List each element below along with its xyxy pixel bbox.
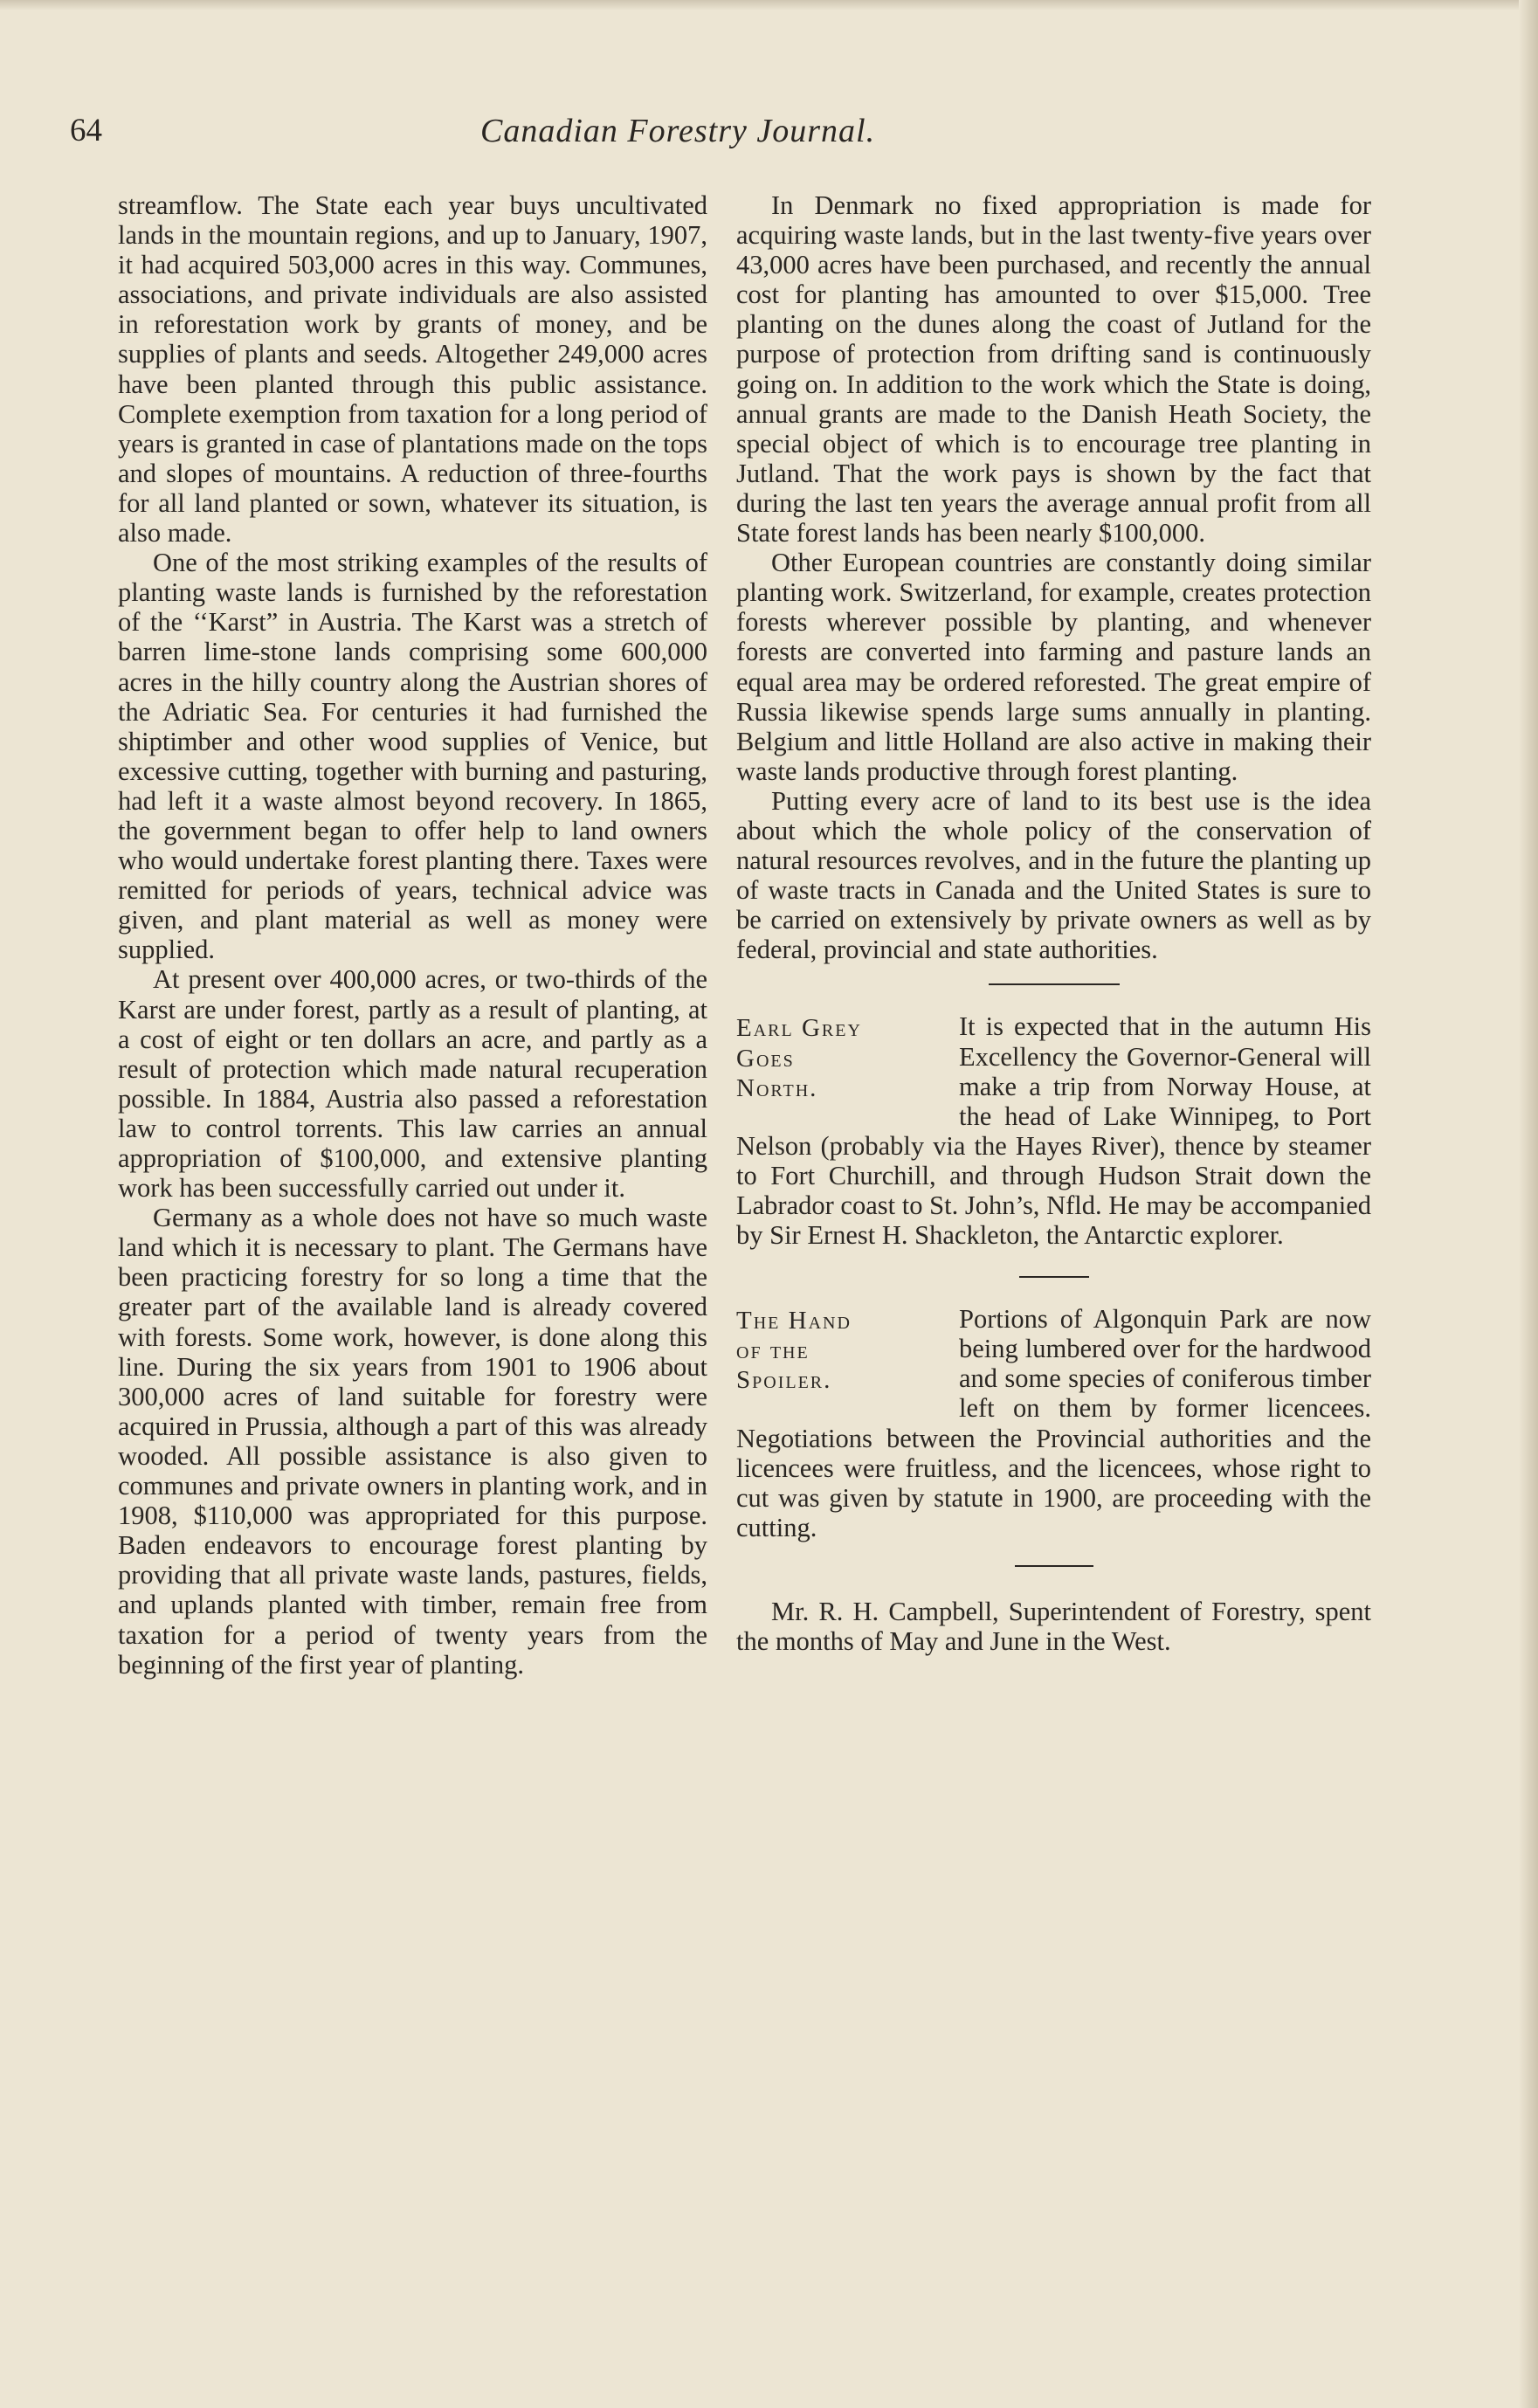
hand-of-spoiler-text: Portions of Algonquin Park are now being lumbered over for the hardwood and some species of coniferous timber left on them by former licencees. Negotiations between the Provincial authorities and the licencees were fruitless, and the licencees, whose right to cut was given by statute in 1900, are proceeding with the cutting. (736, 1304, 1371, 1542)
paragraph: Other European countries are constantly doing similar planting work. Switzerland, for example, creates protection forests wherever possible by planting, and whenever forests are converted into farming and pasture lands an equal area may be ordered reforested. The great empire of Russia likewise spends large sums annually in planting. Belgium and little Holland are also active in making their waste lands productive through forest planting. (736, 548, 1371, 786)
journal-title: Canadian Forestry Journal. (480, 113, 876, 149)
sidehead-line: The Hand (736, 1307, 852, 1335)
page-edge-right (1519, 0, 1538, 2408)
paragraph: streamflow. The State each year buys uncultivated lands in the mountain regions, and up to January, 1907, it had acquired 503,000 acres in this way. Communes, associations, and private individuals are also assisted in reforestation work by grants of money, and be supplies of plants and seeds. Altogether 249,000 acres have been planted through this public assistance. Complete exemption from taxation for a long period of years is granted in case of plantations made on the tops and slopes of mountains. A reduction of three-fourths for all land planted or sown, whatever its situation, is also made. (118, 190, 707, 549)
paragraph: One of the most striking examples of the results of planting waste lands is furnished by the reforestation of the ‘‘Karst” in Austria. The Karst was a stretch of barren lime-stone lands comprising some 600,000 acres in the hilly country along the Austrian shores of the Adriatic Sea. For centuries it had furnished the shiptimber and other wood supplies of Venice, but excessive cutting, together with burning and pasturing, had left it a waste almost beyond recovery. In 1865, the government began to offer help to land owners who would undertake forest planting there. Taxes were remitted for periods of years, technical advice was given, and plant material as well as money were supplied. (118, 548, 707, 965)
page-number: 64 (70, 113, 102, 148)
earl-grey-text: It is expected that in the autumn His Excellency the Governor-General will make a trip from Norway House, at the head of Lake Winnipeg, to Port Nelson (probably via the Hayes River), thence by steamer to Fort Churchill, and through Hudson Strait down the Labrador coast to St. John’s, Nfld. He may be accompanied by Sir Ernest H. Shackleton, the Antarctic explorer. (736, 1011, 1371, 1251)
paragraph: In Denmark no fixed appropriation is made for acquiring waste lands, but in the last twenty-five years over 43,000 acres have been purchased, and recently the annual cost for planting has amounted to over $15,000. Tree planting on the dunes along the coast of Jutland for the purpose of protection from drifting sand is continuously going on. In addition to the work which the State is doing, annual grants are made to the Danish Heath Society, the special object of which is to encourage tree planting in Jutland. That the work pays is shown by the fact that during the last ten years the average annual profit from all State forest lands has been nearly $100,000. (736, 190, 1371, 549)
section-divider (989, 983, 1120, 985)
paragraph: At present over 400,000 acres, or two-thirds of the Karst are under forest, partly as a result of planting, at a cost of eight or ten dollars an acre, and partly as a result of protection which made natural recuperation possible. In 1884, Austria also passed a reforestation law to control torrents. This law carries an annual appropriation of $100,000, and extensive planting work has been successfully carried out under it. (118, 964, 707, 1204)
section-divider (1019, 1276, 1089, 1278)
campbell-note: Mr. R. H. Campbell, Superintendent of Forestry, spent the months of May and June in the West. (736, 1596, 1371, 1657)
sidehead-line: Earl Grey (736, 1014, 862, 1043)
sidehead-line: Spoiler. (736, 1366, 832, 1395)
page-header (70, 107, 1380, 159)
hand-of-spoiler-item (736, 1304, 1371, 1542)
paragraph: Putting every acre of land to its best use is the idea about which the whole policy of the conservation of natural resources revolves, and in the future the planting up of waste tracts in Canada and the United States is sure to be carried on extensively by private owners as well as by federal, provincial and state authorities. (736, 785, 1371, 965)
hand-of-spoiler-sidehead (736, 1306, 941, 1395)
sidehead-line: of the (736, 1336, 810, 1365)
earl-grey-sidehead (736, 1013, 941, 1102)
right-column (736, 190, 1371, 1656)
left-column (118, 190, 707, 1680)
earl-grey-item (736, 1011, 1371, 1250)
paragraph: Germany as a whole does not have so much waste land which it is necessary to plant. The Germans have been practicing forestry for so long a time that the greater part of the available land is already covered with forests. Some work, however, is done along this line. During the six years from 1901 to 1906 about 300,000 acres of land suitable for forestry were acquired in Prussia, although a part of this was already wooded. All possible assistance is also given to communes and private owners in planting work, and in 1908, $110,000 was appropriated for this purpose. Baden endeavors to encourage forest planting by providing that all private waste lands, pastures, fields, and uplands planted with timber, remain free from taxation for a period of twenty years from the beginning of the first year of planting. (118, 1203, 707, 1680)
section-divider (1015, 1565, 1093, 1567)
sidehead-line: North. (736, 1073, 818, 1102)
page-edge-top (0, 0, 1538, 10)
sidehead-line: Goes (736, 1044, 795, 1073)
